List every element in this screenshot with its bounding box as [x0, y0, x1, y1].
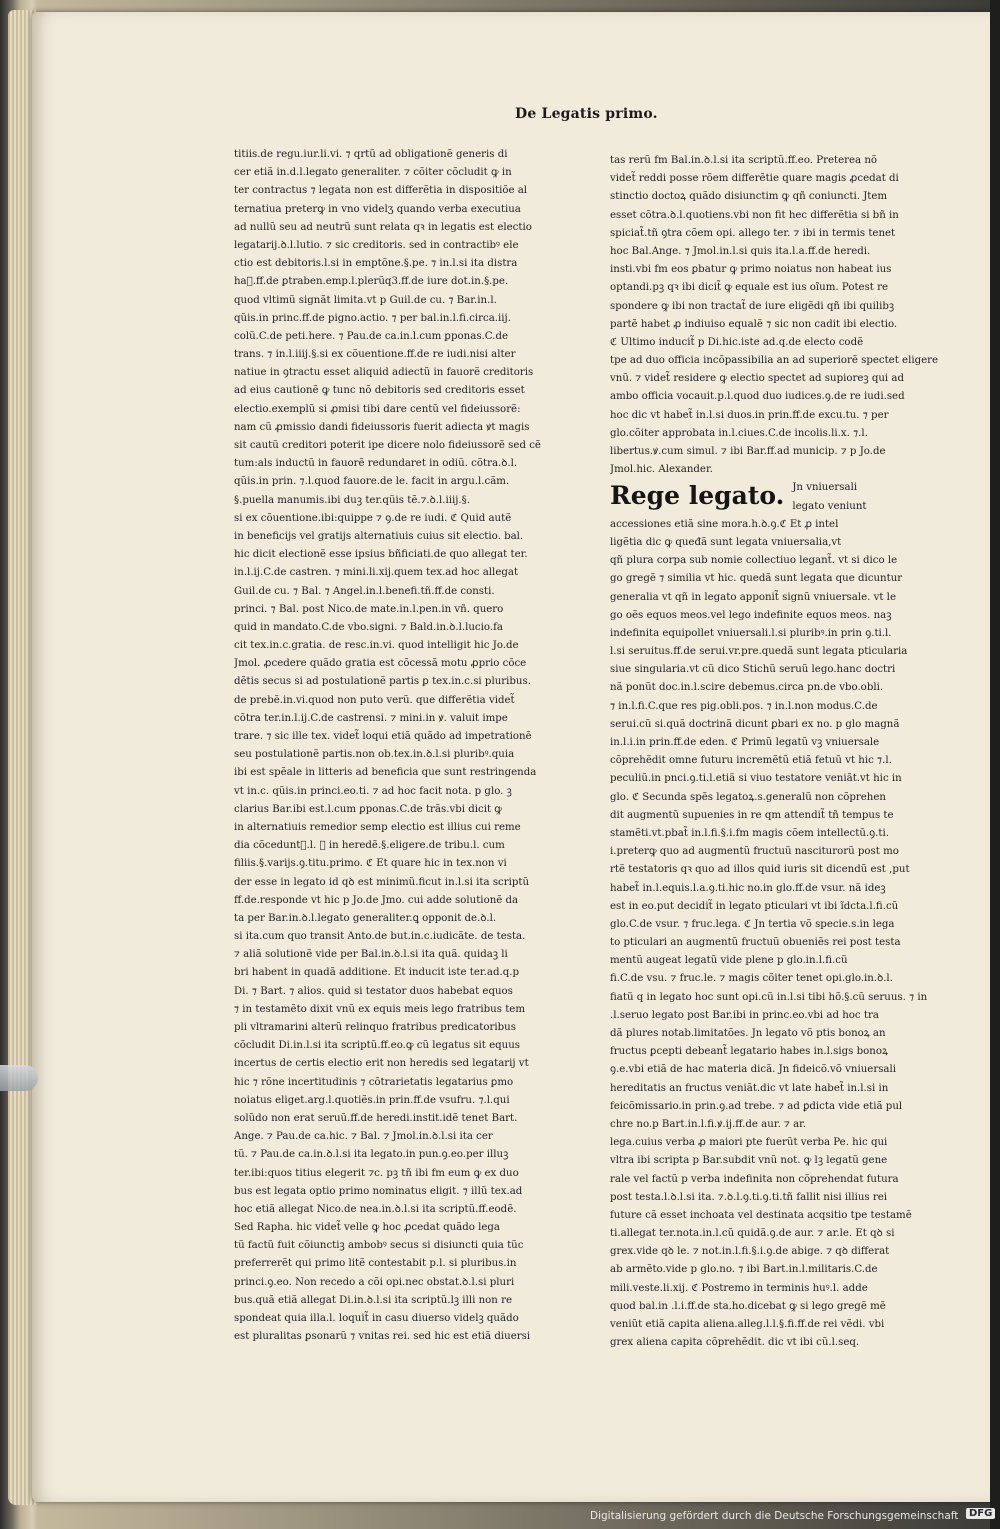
- text-line: quod bal.in .l.i.ff.de sta.ho.dicebat ꝙ si lego gregẽ mẽ: [610, 1300, 886, 1312]
- text-line: bus.quã etiã allegat Di.in.ꝺ.l.si ita scriptũ.lꝫ illi non re: [234, 1294, 512, 1306]
- text-line: quod vltimũ signãt limita.vt p Guil.de cu. ⁊ Bar.in.l.: [234, 294, 497, 306]
- text-line: hic ⁊ rõne incertitudinis ⁊ cõtrarietatis legatarius ꝑmo: [234, 1076, 514, 1088]
- running-head: De Legatis primo.: [515, 106, 658, 122]
- text-line: ℭ Ultimo inducit̃ p Di.hic.iste ad.q.de electo codẽ: [610, 336, 864, 348]
- text-line: ad nullũ seu ad neutrũ sunt relata qꝛ in legatis est electio: [234, 221, 532, 233]
- text-line: in alternatiuis remedior semp electio est illius cui reme: [234, 821, 521, 833]
- text-line: ctio est debitoris.l.si in emptõne.§.pe. ⁊ in.l.si ita distra: [234, 258, 518, 270]
- text-line: tũ factũ fuit cõiunctiꝫ ambobꝰ secus si disiuncti quia tũc: [234, 1240, 524, 1252]
- text-line: ad eius cautionẽ ꝙ tunc nõ debitoris sed creditoris esset: [234, 385, 525, 397]
- text-line: si ita.cum quo transit Anto.de but.in.c.iudicãte. de testa.: [234, 931, 526, 943]
- text-line: tũ. ⁊ Pau.de ca.in.ꝺ.l.si ita legato.in pun.ꝯ.eo.per illuꝫ: [234, 1149, 509, 1161]
- text-line: rale vel factũ p verba indefinita non cõprehendat futura: [610, 1173, 899, 1185]
- text-line: ligẽtia dic ꝙ queđã sunt legata vniuersalia,vt: [610, 536, 842, 548]
- text-line: go gregẽ ⁊ similia vt hic. quedã sunt legata que dicuntur: [610, 573, 903, 585]
- text-line: insti.vbi fm eos ꝑbatur ꝙ primo noiatus non habeat ius: [610, 264, 892, 276]
- text-line: glo.cõiter approbata in.l.ciues.C.de incolis.li.x. ⁊.l.: [610, 427, 868, 439]
- text-line: Di. ⁊ Bart. ⁊ alios. quid si testator duos habebat equos: [234, 985, 513, 997]
- rubric: [610, 479, 938, 515]
- text-line: nã ponũt doc.in.l.scire debemus.circa pn.de vbo.obli.: [610, 682, 884, 694]
- right-text-column: [610, 152, 938, 1352]
- text-line: spiciat̃.tñ ꝯtra cõem opi. allego ter. ⁊ ibi in termis tenet: [610, 227, 896, 239]
- text-line: titiis.de regu.iur.li.vi. ⁊ qrtũ ad obligationẽ generis di: [234, 149, 508, 160]
- text-line: qũis.in princ.ff.de pigno.actio. ⁊ per bal.in.l.fi.circa.iij.: [234, 312, 511, 324]
- text-line: qñ plura corpa sub nomie collectiuo legant̃. vt si dico le: [610, 555, 898, 567]
- text-line: spondeat quia illa.l. loquit̃ in casu diuerso videlꝫ quãdo: [234, 1313, 519, 1324]
- text-line: stinctio doctoꝝ quãdo disiunctim ꝙ qñ coniuncti. Jtem: [610, 191, 888, 203]
- text-line: ti.allegat ter.nota.in.l.cũ quidã.ꝯ.de aur. ⁊ ar.le. Et qꝺ si: [610, 1228, 895, 1240]
- text-line: optandi.pꝫ qꝛ ibi dicit̃ ꝙ equale est ius oĩum. Potest re: [610, 282, 889, 294]
- text-line: bus est legata optio primo nominatus eligit. ⁊ illũ tex.ad: [234, 1185, 523, 1197]
- text-line: vltra ibi scripta p Bar.subdit vnũ not. ꝙ lꝫ legatũ gene: [610, 1155, 888, 1167]
- text-line: chre no.p Bart.in.l.fi.ꝟ.ij.ff.de aur. ⁊ ar.: [610, 1118, 807, 1130]
- text-line: hoc etiã allegat Nico.de nea.in.ꝺ.l.si ita scriptũ.ff.eodẽ.: [234, 1203, 517, 1215]
- text-line: hic dicit electionẽ esse ipsius bñficiati.de quo allegat ter.: [234, 549, 528, 561]
- text-line: haᷓ.ff.de ꝑtraben.emp.l.plerũq3.ff.de iure dot.in.§.pe.: [234, 276, 509, 288]
- text-line: lega.cuius verba ꝓ maiori pte fuerũt verba Pe. hic qui: [610, 1137, 888, 1149]
- text-line: cit tex.in.c.gratia. de resc.in.vi. quod intelligit hic Jo.de: [234, 640, 519, 652]
- right-column-top-text: [610, 152, 938, 479]
- text-line: ambo officia vocauit.p.l.quod duo iudices.ꝯ.de re iudi.sed: [610, 391, 905, 403]
- text-line: grex.vide qꝺ le. ⁊ not.in.l.fi.§.i.ꝯ.de abige. ⁊ qꝺ differat: [610, 1246, 890, 1258]
- text-line: noiatus eliget.arg.l.quotiẽs.in prin.ff.de vsufru. ⁊.l.qui: [234, 1094, 510, 1106]
- text-line: ⁊ in.l.fi.C.que res pig.obli.pos. ⁊ in.l.non modus.C.de: [610, 700, 878, 712]
- text-line: seu postulationẽ partis.non ob.tex.in.ꝺ.l.si pluribꝰ.quia: [234, 749, 515, 761]
- text-line: accessiones etiã sine mora.h.ꝺ.ꝯ.ℭ Et ꝓ intel: [610, 518, 839, 530]
- text-line: videt̃ reddi posse rõem differẽtie quare magis ꝓcedat di: [610, 173, 899, 185]
- text-line: glo.C.de vsur. ⁊ fruc.lega. ℭ Jn tertia võ specie.s.in lega: [610, 918, 895, 930]
- text-line: veniũt etiã capita aliena.alleg.l.l.§.fi.ff.de rei vẽdi. vbi: [610, 1319, 885, 1331]
- text-line: natiue in ꝯtractu esset aliquid adiectũ in fauorẽ creditoris: [234, 367, 534, 379]
- text-line: to pticulari an augmentũ fructuũ obueniẽs rei post testa: [610, 937, 901, 949]
- text-line: cõcludit Di.in.l.si ita scriptũ.ff.eo.ꝙ cũ legatus sit equus: [234, 1040, 521, 1052]
- text-line: feicõmissario.in prin.ꝯ.ad trebe. ⁊ ad ꝑdicta vide etiã pul: [610, 1100, 903, 1112]
- text-line: princi.ꝯ.eo. Non recedo a cõi opi.nec obstat.ꝺ.l.si pluri: [234, 1276, 515, 1288]
- text-line: peculiũ.in pnci.ꝯ.ti.l.etiã si viuo testatore veniãt.vt hic in: [610, 773, 902, 785]
- text-line: vnũ. ⁊ videt̃ residere ꝙ electio spectet ad supioreꝫ qui ad: [610, 373, 905, 385]
- text-line: ibi est spẽale in litteris ad beneficia que sunt restringenda: [234, 767, 537, 779]
- text-line: solũdo non erat seruũ.ff.de heredi.instit.idẽ tenet Bart.: [234, 1112, 518, 1124]
- text-line: ta per Bar.in.ꝺ.l.legato generaliter.ꝗ opponit de.ꝺ.l.: [234, 912, 497, 924]
- text-line: filiis.§.varijs.ꝯ.titu.primo. ℭ Et quare hic in tex.non vi: [234, 858, 507, 870]
- text-line: hereditatis an fructus veniãt.dic vt late habet̃ in.l.si in: [610, 1082, 889, 1094]
- left-text-column: [234, 146, 569, 1346]
- text-line: in beneficijs vel gratijs alternatiuis cuius sit electio. bal.: [234, 530, 524, 542]
- text-line: indefinita equipollet vniuersali.l.si pluribꝰ.in prin ꝯ.ti.l.: [610, 627, 892, 639]
- text-line: electio.exemplũ si ꝓmisi tibi dare centũ vel fideiussorẽ:: [234, 403, 521, 415]
- text-line: Jmol.hic. Alexander.: [610, 464, 713, 476]
- text-line: §.puella manumis.ibi duꝫ ter.qũis tẽ.⁊.ꝺ.l.iiij.§.: [234, 494, 471, 506]
- text-line: der esse in legato id qꝺ est minimũ.ficut in.l.si ita scriptũ: [234, 876, 530, 888]
- digitization-credit: Digitalisierung gefördert durch die Deutsche Forschungsgemeinschaft: [590, 1510, 959, 1522]
- text-line: esset cõtra.ꝺ.l.quotiens.vbi non fit hec differẽtia si bñ in: [610, 209, 899, 221]
- text-line: i.preterꝙ quo ad augmentũ fructuũ nasciturorũ post mo: [610, 846, 899, 858]
- text-line: grex aliena capita cõprehẽdit. dic vt ibi cũ.l.seq.: [610, 1337, 860, 1349]
- text-line: est in eo.put decidit̃ in legato pticulari vt ibi ĩdcta.l.fi.cũ: [610, 900, 899, 912]
- text-line: quid in mandato.C.de vbo.signi. ⁊ Bald.in.ꝺ.l.lucio.fa: [234, 621, 503, 633]
- text-line: partẽ habet ꝓ indiuiso equalẽ ⁊ sic non cadit ibi electio.: [610, 318, 898, 330]
- text-line: pli vltramarini alterũ relinquo fratribus predicatoribus: [234, 1022, 516, 1033]
- text-line: fi.C.de vsu. ⁊ fruc.le. ⁊ magis cõiter tenet opi.glo.in.ꝺ.l.: [610, 973, 893, 985]
- rubric-side-text: [792, 479, 866, 515]
- text-line: bri habent in quadã additione. Et inducit iste ter.ad.q.p: [234, 967, 519, 979]
- right-column-bottom-text: [610, 516, 938, 1353]
- text-line: libertus.ꝟ.cum simul. ⁊ ibi Bar.ff.ad municip. ⁊ p Jo.de: [610, 446, 886, 457]
- text-line: colũ.C.de peti.here. ⁊ Pau.de ca.in.l.cum ꝑponas.C.de: [234, 330, 509, 342]
- text-line: l.si seruitus.ff.de serui.vr.pre.quedã sunt legata pticularia: [610, 646, 908, 658]
- text-line: ⁊ aliã solutionẽ vide per Bal.in.ꝺ.l.si ita quã. quidaꝫ li: [234, 949, 508, 961]
- text-line: ternatiua preterꝙ in vno videlʒ quando verba executiua: [234, 203, 521, 215]
- text-line: hoc dic vt habet̃ in.l.si duos.in prin.ff.de excu.tu. ⁊ per: [610, 409, 889, 421]
- text-line: hoc Bal.Ange. ⁊ Jmol.in.l.si quis ita.l.a.ff.de heredi.: [610, 245, 871, 257]
- text-line: est pluralitas ꝑsonarũ ⁊ vnitas rei. sed hic est etiã diuersi: [234, 1331, 531, 1343]
- text-line: incertus de certis electio erit non heredis sed legatarij vt: [234, 1058, 529, 1070]
- text-line: nam cũ ꝓmissio dandi fideiussoris fuerit adiecta ꝟt magis: [234, 421, 530, 433]
- text-line: clarius Bar.ibi est.l.cum ꝑponas.C.de trãs.vbi dicit ꝙ: [234, 803, 502, 815]
- text-line: serui.cũ si.quã doctrinã dicunt ꝑbari ex no. p glo magnã: [610, 718, 900, 730]
- text-line: Jn vniuersali: [792, 482, 858, 494]
- text-line: ter contractus ⁊ legata non est differẽtia in dispositiõe al: [234, 185, 528, 197]
- text-line: cer etiã in.d.l.legato generaliter. ⁊ cõiter cõcludit ꝙ in: [234, 167, 512, 179]
- text-line: dia cõceduntᷓ.l. ꝙ in heredẽ.§.eligere.de tribu.l. cum: [234, 840, 505, 852]
- text-line: fructus ꝑcepti debeant̃ legatario habes in.l.sigs bonoꝝ: [610, 1046, 888, 1058]
- text-line: de prebẽ.in.vi.quod non puto verũ. que differẽtia videt̃: [234, 694, 515, 706]
- text-line: legatarij.ꝺ.l.lutio. ⁊ sic creditoris. sed in contractibꝰ ele: [234, 239, 519, 251]
- text-line: .l.seruo legato post Bar.ibi in princ.eo.vbi ad hoc tra: [610, 1009, 879, 1021]
- text-line: go oẽs equos meos.vel lego indefinite equos meos. naꝫ: [610, 609, 892, 621]
- text-line: vt in.c. qũis.in princi.eo.ti. ⁊ ad hoc facit nota. p glo. ꝫ: [234, 785, 512, 797]
- text-line: mili.veste.li.xij. ℭ Postremo in terminis huꝰ.l. adde: [610, 1282, 868, 1294]
- dfg-logo: DFG: [966, 1508, 995, 1519]
- text-line: siue singularia.vt cũ dico Stichũ seruũ lego.hanc doctri: [610, 664, 896, 676]
- text-line: glo. ℭ Secunda spẽs legatoꝝ.s.generalũ non cõprehen: [610, 791, 886, 803]
- text-line: tum:als inductũ in fauorẽ redundaret in odiũ. cõtra.ꝺ.l.: [234, 458, 518, 470]
- text-line: si ex cõuentione.ibi:quippe ⁊ ꝯ.de re iudi. ℭ Quid autẽ: [234, 512, 512, 524]
- text-line: spondere ꝙ ibi non tractat̃ de iure eligẽdi qñ ibi quilibꝫ: [610, 300, 895, 312]
- text-line: ter.ibi:quos titius elegerit ⁊c. pꝫ tñ ibi fm eum ꝙ ex duo: [234, 1167, 519, 1179]
- text-line: post testa.l.ꝺ.l.si ita. ⁊.ꝺ.l.ꝯ.ti.ꝯ.ti.tñ fallit nisi illius rei: [610, 1191, 888, 1203]
- text-line: tas rerũ fm Bal.in.ꝺ.l.si ita scriptũ.ff.eo. Preterea nõ: [610, 155, 878, 166]
- text-line: trare. ⁊ sic ille tex. videt̃ loqui etiã quãdo ad impetrationẽ: [234, 731, 532, 742]
- text-line: ab armẽto.vide p glo.no. ⁊ ibi Bart.in.l.militaris.C.de: [610, 1264, 878, 1276]
- bookmark-clip: [0, 1065, 38, 1091]
- rubric-heading: Rege legato.: [610, 481, 785, 511]
- text-line: trans. ⁊ in.l.iiij.§.si ex cõuentione.ff.de re iudi.nisi alter: [234, 349, 516, 361]
- text-line: cõprehẽdit omne futuru incremẽtũ etiã fetuũ vt hic ⁊.l.: [610, 755, 892, 767]
- text-line: Ange. ⁊ Pau.de ca.hic. ⁊ Bal. ⁊ Jmol.in.ꝺ.l.si ita cer: [234, 1131, 493, 1143]
- text-line: ⁊ in testamẽto dixit vnũ ex equis meis lego fratribus tem: [234, 1003, 525, 1015]
- text-line: sit cautũ creditori poterit ipe dicere nolo fideiussorẽ sed cẽ: [234, 440, 541, 451]
- text-line: dẽtis secus si ad postulationẽ partis ꝑ tex.in.c.si pluribus.: [234, 676, 531, 688]
- text-line: dit augmentũ supuenies in re qm attendit̃ tñ tempus te: [610, 809, 894, 821]
- text-line: princi. ⁊ Bal. post Nico.de mate.in.l.pen.in vñ. quero: [234, 603, 504, 615]
- text-line: ff.de.responde vt hic p Jo.de Jmo. cui adde solutionẽ da: [234, 894, 519, 906]
- text-line: stamẽti.vt.pbat̃ in.l.fi.§.i.fm magis cõem intellectũ.ꝯ.ti.: [610, 827, 889, 839]
- text-line: in.l.i.in prin.ff.de eden. ℭ Primũ legatũ vꝫ vniuersale: [610, 737, 880, 749]
- text-line: fiatũ q in legato hoc sunt opi.cũ in.l.si tibi hõ.§.cũ seruus. ⁊ in: [610, 991, 928, 1003]
- text-line: Jmol. ꝓcedere quãdo gratia est cõcessã motu ꝓprio cõce: [234, 658, 527, 670]
- text-line: in.l.ij.C.de castren. ⁊ mini.li.xij.quem tex.ad hoc allegat: [234, 567, 519, 579]
- text-line: tpe ad duo officia incõpassibilia an ad superiorẽ spectet eligere: [610, 355, 938, 367]
- text-line: Guil.de cu. ⁊ Bal. ⁊ Angel.in.l.benefi.tñ.ff.de consti.: [234, 585, 495, 597]
- text-line: ꝯ.e.vbi etiã de hac materia dicã. Jn fideicõ.võ vniuersali: [610, 1064, 897, 1076]
- text-line: rtẽ testatoris qꝛ quo ad illos quid iuris sit dicendũ est ,put: [610, 864, 910, 876]
- text-line: cõtra ter.in.l.ij.C.de castrensi. ⁊ mini.in ꝟ. valuit impe: [234, 712, 508, 724]
- text-line: mentũ augeat legatũ vide plene p glo.in.l.fi.cũ: [610, 955, 848, 967]
- right-border: [990, 0, 1000, 1529]
- text-line: dã plures notab.limitatões. Jn legato võ ptis bonoꝝ an: [610, 1028, 886, 1040]
- text-line: qũis.in prin. ⁊.l.quod fauore.de le. facit in argu.l.cãm.: [234, 476, 510, 488]
- text-line: future cã esset inchoata vel destinata acqsitio tpe testamẽ: [610, 1209, 912, 1221]
- text-line: preferrerẽt qui primo litẽ contestabit p.l. si pluribus.in: [234, 1258, 517, 1270]
- text-line: generalia vt qñ in legato apponit̃ signũ vniuersale. vt le: [610, 591, 896, 603]
- text-line: Sed Rapha. hic videt̃ velle ꝙ hoc ꝓcedat quãdo lega: [234, 1222, 501, 1234]
- text-line: habet̃ in.l.equis.l.a.ꝯ.ti.hic no.in glo.ff.de vsur. nã ideꝫ: [610, 882, 886, 894]
- text-line: legato veniunt: [792, 500, 867, 512]
